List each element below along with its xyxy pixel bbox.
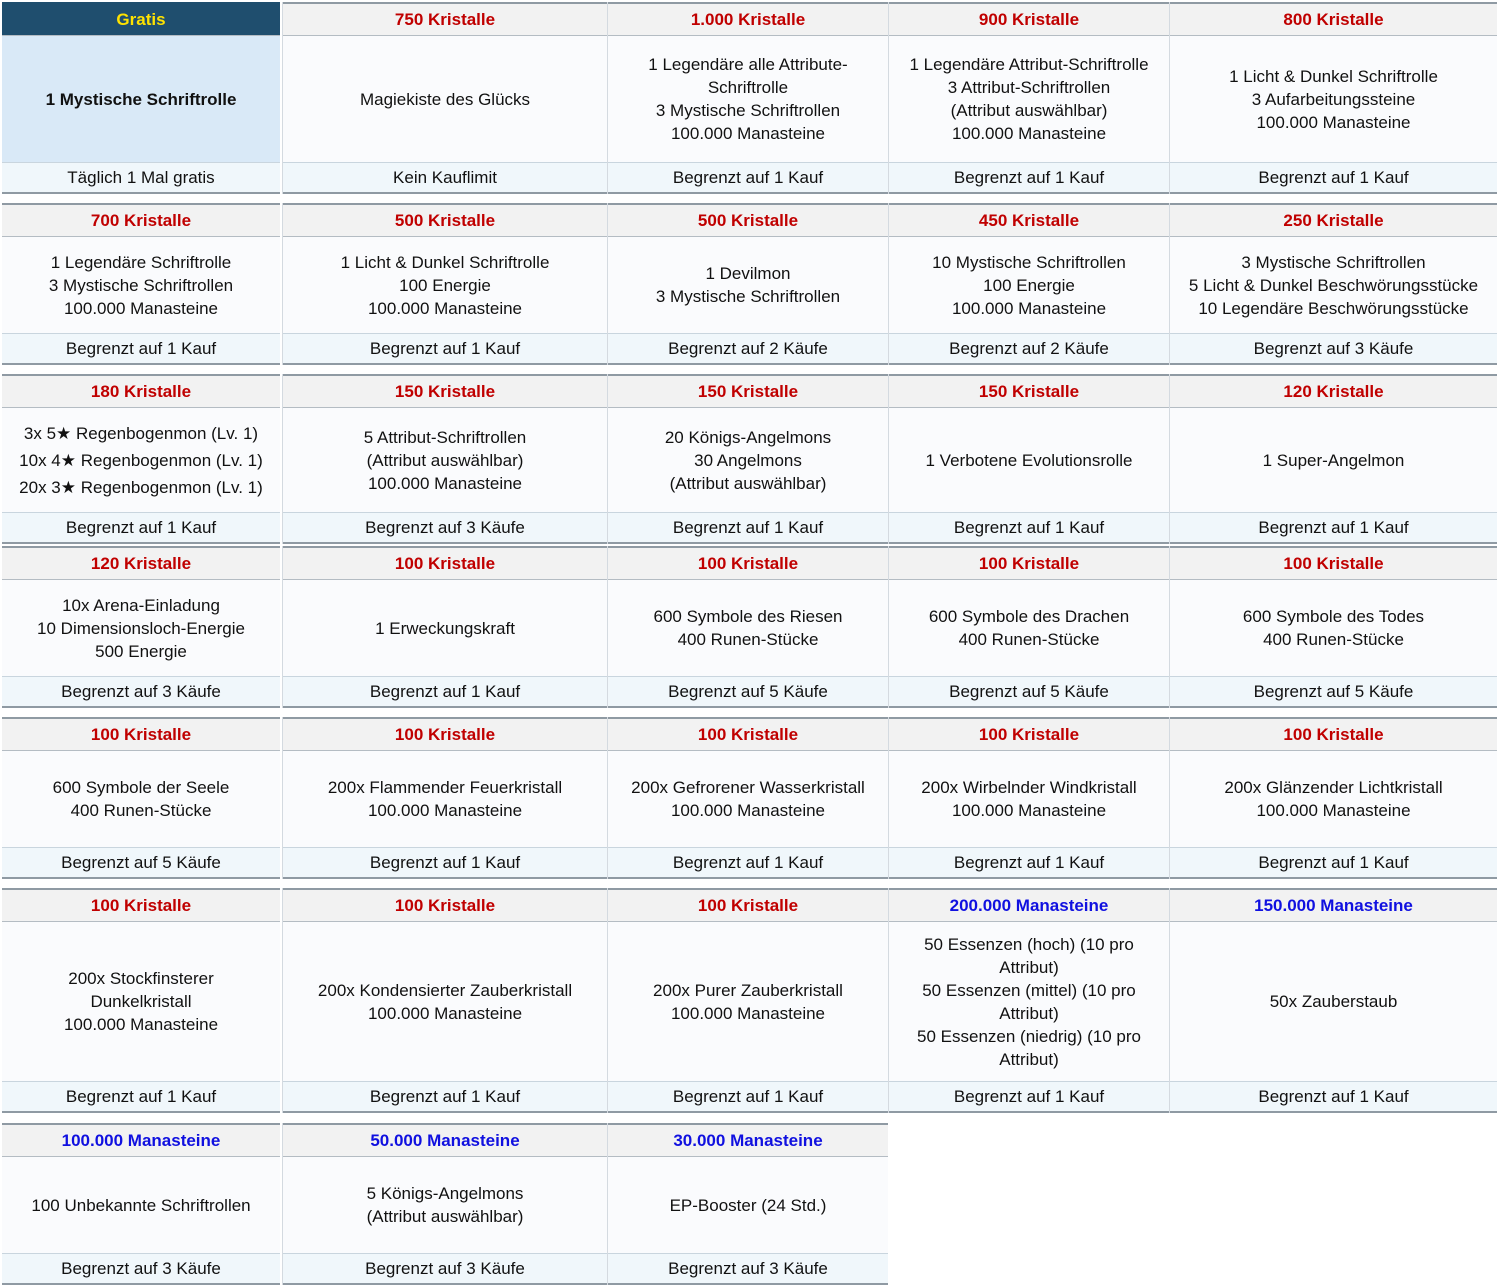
offer-item: Attribut)	[999, 957, 1059, 977]
offer-item: 3 Mystische Schriftrollen	[1241, 252, 1426, 272]
offer-contents	[2, 922, 280, 1081]
offer-item: 200x Purer Zauberkristall	[653, 980, 843, 1000]
offer-price: 100 Kristalle	[889, 546, 1169, 580]
offer-contents	[2, 1157, 280, 1253]
offer-item: Dunkelkristall	[90, 992, 192, 1011]
purchase-limit: Begrenzt auf 3 Käufe	[2, 676, 280, 708]
offer-cell	[607, 2, 888, 194]
purchase-limit: Begrenzt auf 5 Käufe	[2, 847, 280, 879]
offer-item: 600 Symbole des Todes	[1242, 607, 1425, 626]
offer-item: 100.000 Manasteine	[63, 1015, 219, 1034]
purchase-limit: Täglich 1 Mal gratis	[2, 162, 280, 194]
offer-item: 100.000 Manasteine	[367, 1003, 523, 1023]
offer-row	[2, 2, 1496, 194]
offer-item: 600 Symbole des Riesen	[653, 607, 843, 626]
offer-cell	[888, 717, 1169, 879]
offer-item: 100.000 Manasteine	[367, 801, 523, 820]
offer-cell	[888, 888, 1169, 1113]
offer-item: 1 Mystische Schriftrolle	[45, 89, 237, 109]
purchase-limit: Begrenzt auf 1 Kauf	[283, 847, 607, 879]
purchase-limit: Begrenzt auf 3 Käufe	[608, 1253, 888, 1285]
offer-cell	[888, 374, 1169, 544]
offer-cell	[282, 374, 607, 544]
offer-contents	[2, 237, 280, 333]
offer-item: 5 Königs-Angelmons	[366, 1184, 524, 1203]
offer-item: 200x Wirbelnder Windkristall	[921, 778, 1137, 797]
purchase-limit: Begrenzt auf 2 Käufe	[889, 333, 1169, 365]
offer-price: 100 Kristalle	[608, 717, 888, 751]
offer-item: 400 Runen-Stücke	[958, 630, 1100, 649]
offer-cell	[607, 374, 888, 544]
offer-item: 1 Erweckungskraft	[375, 618, 515, 638]
offer-contents	[889, 408, 1169, 512]
offer-item: 3 Aufarbeitungssteine	[1251, 89, 1416, 109]
purchase-limit: Begrenzt auf 3 Käufe	[283, 512, 607, 544]
offer-item: 50x Zauberstaub	[1269, 992, 1398, 1011]
purchase-limit: Begrenzt auf 1 Kauf	[1170, 847, 1497, 879]
offer-item: 100 Unbekannte Schriftrollen	[31, 1195, 251, 1215]
offer-item: 50 Essenzen (mittel) (10 pro	[922, 980, 1136, 1000]
offer-price: Gratis	[2, 2, 280, 36]
purchase-limit: Begrenzt auf 1 Kauf	[283, 1081, 607, 1113]
purchase-limit: Begrenzt auf 1 Kauf	[889, 512, 1169, 544]
purchase-limit: Begrenzt auf 1 Kauf	[283, 676, 607, 708]
offer-item: 200x Stockfinsterer	[68, 969, 214, 988]
offer-item: 3 Mystische Schriftrollen	[655, 101, 841, 120]
offer-contents	[1170, 408, 1497, 512]
offer-cell	[607, 888, 888, 1113]
offer-item: 20x 3★ Regenbogenmon (Lv. 1)	[19, 477, 263, 497]
offer-item: 100.000 Manasteine	[670, 124, 826, 143]
offer-item: 3 Mystische Schriftrollen	[655, 287, 841, 306]
offer-item: 1 Verbotene Evolutionsrolle	[925, 450, 1133, 470]
offer-item: 600 Symbole der Seele	[52, 778, 230, 797]
purchase-limit: Begrenzt auf 1 Kauf	[2, 512, 280, 544]
offer-item: 20 Königs-Angelmons	[664, 427, 832, 447]
offer-item: 100.000 Manasteine	[63, 298, 219, 318]
offer-price: 150 Kristalle	[889, 374, 1169, 408]
offer-row	[2, 374, 1496, 544]
offer-contents	[2, 408, 280, 512]
offer-item: 100.000 Manasteine	[951, 298, 1107, 318]
offer-cell	[282, 888, 607, 1113]
offer-price: 30.000 Manasteine	[608, 1123, 888, 1157]
purchase-limit: Begrenzt auf 3 Käufe	[1170, 333, 1497, 365]
offer-item: (Attribut auswählbar)	[669, 473, 827, 493]
purchase-limit: Begrenzt auf 3 Käufe	[283, 1253, 607, 1285]
offer-cell	[888, 2, 1169, 194]
offer-item: Attribut)	[999, 1049, 1059, 1069]
offer-item: 200x Gefrorener Wasserkristall	[631, 778, 865, 797]
offer-item: Magiekiste des Glücks	[359, 89, 531, 109]
purchase-limit: Begrenzt auf 2 Käufe	[608, 333, 888, 365]
purchase-limit: Begrenzt auf 3 Käufe	[2, 1253, 280, 1285]
offer-item: (Attribut auswählbar)	[950, 101, 1108, 120]
offer-item: 1 Devilmon	[705, 264, 791, 283]
offer-contents	[889, 36, 1169, 162]
offer-price: 450 Kristalle	[889, 203, 1169, 237]
offer-cell	[1169, 888, 1497, 1113]
purchase-limit: Begrenzt auf 1 Kauf	[2, 1081, 280, 1113]
offer-cell	[2, 203, 280, 365]
offer-price: 100 Kristalle	[608, 888, 888, 922]
offer-item: 10 Mystische Schriftrollen	[932, 252, 1126, 272]
offer-item: 200x Kondensierter Zauberkristall	[317, 980, 573, 1000]
offer-item: 500 Energie	[95, 641, 187, 661]
offer-price: 500 Kristalle	[608, 203, 888, 237]
offer-cell	[1169, 203, 1497, 365]
purchase-limit: Begrenzt auf 1 Kauf	[608, 162, 888, 194]
offer-item: 1 Licht & Dunkel Schriftrolle	[1229, 66, 1438, 86]
offer-cell	[607, 203, 888, 365]
offer-item: EP-Booster (24 Std.)	[669, 1195, 827, 1215]
offer-item: 10 Legendäre Beschwörungsstücke	[1198, 298, 1469, 318]
offer-price: 100 Kristalle	[283, 888, 607, 922]
offer-contents	[608, 408, 888, 512]
purchase-limit: Begrenzt auf 1 Kauf	[283, 333, 607, 365]
offer-item: 30 Angelmons	[694, 450, 802, 470]
purchase-limit: Begrenzt auf 1 Kauf	[1170, 512, 1497, 544]
offer-price: 750 Kristalle	[283, 2, 607, 36]
offer-price: 100 Kristalle	[2, 888, 280, 922]
offer-contents	[608, 237, 888, 333]
offer-item: 100.000 Manasteine	[951, 801, 1107, 820]
offer-cell	[1169, 374, 1497, 544]
offer-price: 100 Kristalle	[1170, 546, 1497, 580]
offer-item: (Attribut auswählbar)	[366, 1207, 524, 1226]
offer-item: 50 Essenzen (niedrig) (10 pro	[917, 1026, 1141, 1046]
purchase-limit: Begrenzt auf 1 Kauf	[2, 333, 280, 365]
purchase-limit: Begrenzt auf 5 Käufe	[1170, 676, 1497, 708]
offer-price: 100 Kristalle	[608, 546, 888, 580]
offer-cell	[2, 888, 280, 1113]
offer-cell	[1169, 717, 1497, 879]
offer-cell	[607, 546, 888, 708]
offer-item: 10x 4★ Regenbogenmon (Lv. 1)	[19, 450, 263, 470]
purchase-limit: Begrenzt auf 5 Käufe	[608, 676, 888, 708]
offer-contents	[889, 922, 1169, 1081]
offer-row	[2, 546, 1496, 708]
purchase-limit: Begrenzt auf 1 Kauf	[889, 847, 1169, 879]
offer-contents	[889, 751, 1169, 847]
offer-cell	[607, 1123, 888, 1285]
offer-cell	[888, 203, 1169, 365]
offer-contents	[889, 237, 1169, 333]
offer-contents	[1170, 751, 1497, 847]
offer-price: 150 Kristalle	[608, 374, 888, 408]
offer-contents	[608, 751, 888, 847]
offer-item: Attribut)	[999, 1003, 1059, 1023]
offer-price: 100 Kristalle	[283, 717, 607, 751]
offer-contents	[283, 1157, 607, 1253]
purchase-limit: Begrenzt auf 1 Kauf	[889, 162, 1169, 194]
offer-cell	[2, 717, 280, 879]
purchase-limit: Begrenzt auf 1 Kauf	[889, 1081, 1169, 1113]
offer-item: 100 Energie	[983, 275, 1075, 295]
offer-price: 100.000 Manasteine	[2, 1123, 280, 1157]
offer-item: 400 Runen-Stücke	[1263, 630, 1404, 649]
offer-item: 1 Legendäre Schriftrolle	[50, 252, 232, 272]
offer-item: 100.000 Manasteine	[367, 298, 523, 318]
offer-contents	[1170, 580, 1497, 676]
purchase-limit: Begrenzt auf 1 Kauf	[608, 847, 888, 879]
offer-price: 500 Kristalle	[283, 203, 607, 237]
offer-cell	[282, 203, 607, 365]
offer-item: 100.000 Manasteine	[670, 1003, 826, 1023]
offer-cell	[607, 717, 888, 879]
offer-item: 1 Legendäre alle Attribute-	[648, 55, 848, 74]
offer-contents	[283, 237, 607, 333]
purchase-limit: Begrenzt auf 1 Kauf	[608, 1081, 888, 1113]
offer-item: 600 Symbole des Drachen	[928, 607, 1130, 626]
offer-cell	[2, 546, 280, 708]
offer-item: 10 Dimensionsloch-Energie	[37, 618, 245, 638]
offer-item: 1 Super-Angelmon	[1262, 450, 1405, 470]
offer-contents	[889, 580, 1169, 676]
offer-item: 5 Attribut-Schriftrollen	[363, 427, 527, 447]
offer-cell	[282, 2, 607, 194]
offer-item: 3 Mystische Schriftrollen	[48, 275, 234, 295]
offer-item: 100.000 Manasteine	[1256, 801, 1411, 820]
offer-contents	[608, 580, 888, 676]
offer-row	[2, 888, 1496, 1113]
offer-item: (Attribut auswählbar)	[366, 450, 524, 470]
offer-item: 100.000 Manasteine	[1256, 112, 1411, 132]
offer-contents	[2, 36, 280, 162]
offer-price: 700 Kristalle	[2, 203, 280, 237]
offer-item: 50 Essenzen (hoch) (10 pro	[924, 934, 1134, 954]
offer-contents	[283, 922, 607, 1081]
offer-price: 1.000 Kristalle	[608, 2, 888, 36]
offer-price: 120 Kristalle	[2, 546, 280, 580]
offer-contents	[2, 580, 280, 676]
purchase-limit: Begrenzt auf 5 Käufe	[889, 676, 1169, 708]
offer-cell	[2, 374, 280, 544]
offer-item: 200x Glänzender Lichtkristall	[1224, 778, 1443, 797]
offer-contents	[608, 922, 888, 1081]
purchase-limit: Begrenzt auf 1 Kauf	[608, 512, 888, 544]
offer-cell	[282, 717, 607, 879]
offer-item: 100 Energie	[399, 275, 491, 295]
offer-cell	[282, 546, 607, 708]
offer-cell	[282, 1123, 607, 1285]
offer-item: Schriftrolle	[707, 78, 789, 97]
purchase-limit: Begrenzt auf 1 Kauf	[1170, 1081, 1497, 1113]
offer-cell	[1169, 546, 1497, 708]
offer-item: 3x 5★ Regenbogenmon (Lv. 1)	[23, 423, 259, 443]
offer-price: 100 Kristalle	[889, 717, 1169, 751]
offer-price: 180 Kristalle	[2, 374, 280, 408]
offer-item: 100.000 Manasteine	[367, 473, 523, 493]
offer-price: 250 Kristalle	[1170, 203, 1497, 237]
purchase-limit: Begrenzt auf 1 Kauf	[1170, 162, 1497, 194]
offer-price: 100 Kristalle	[283, 546, 607, 580]
offer-row	[2, 1123, 888, 1285]
offer-item: 1 Licht & Dunkel Schriftrolle	[340, 252, 550, 272]
offer-row	[2, 203, 1496, 365]
offer-price: 900 Kristalle	[889, 2, 1169, 36]
offer-contents	[1170, 922, 1497, 1081]
offer-item: 3 Attribut-Schriftrollen	[947, 78, 1111, 97]
offer-contents	[283, 580, 607, 676]
offer-contents	[283, 408, 607, 512]
offer-item: 5 Licht & Dunkel Beschwörungsstücke	[1188, 275, 1479, 295]
offer-contents	[1170, 237, 1497, 333]
offer-cell	[2, 2, 280, 194]
offer-item: 10x Arena-Einladung	[62, 595, 220, 615]
offer-contents	[608, 36, 888, 162]
offer-item: 100.000 Manasteine	[670, 801, 826, 820]
offer-item: 100.000 Manasteine	[951, 124, 1107, 143]
offer-cell	[1169, 2, 1497, 194]
offer-price: 800 Kristalle	[1170, 2, 1497, 36]
offer-contents	[2, 751, 280, 847]
purchase-limit: Kein Kauflimit	[283, 162, 607, 194]
offer-price: 200.000 Manasteine	[889, 888, 1169, 922]
offer-contents	[283, 36, 607, 162]
offer-item: 400 Runen-Stücke	[677, 630, 819, 649]
offer-row	[2, 717, 1496, 879]
offer-contents	[1170, 36, 1497, 162]
offer-item: 200x Flammender Feuerkristall	[327, 778, 563, 797]
offer-price: 100 Kristalle	[1170, 717, 1497, 751]
offer-contents	[608, 1157, 888, 1253]
offer-price: 120 Kristalle	[1170, 374, 1497, 408]
offer-price: 150.000 Manasteine	[1170, 888, 1497, 922]
offer-price: 50.000 Manasteine	[283, 1123, 607, 1157]
offer-item: 1 Legendäre Attribut-Schriftrolle	[909, 55, 1149, 74]
offer-cell	[888, 546, 1169, 708]
offer-price: 150 Kristalle	[283, 374, 607, 408]
offer-price: 100 Kristalle	[2, 717, 280, 751]
offer-contents	[283, 751, 607, 847]
offer-item: 400 Runen-Stücke	[70, 801, 212, 820]
offer-cell	[2, 1123, 280, 1285]
